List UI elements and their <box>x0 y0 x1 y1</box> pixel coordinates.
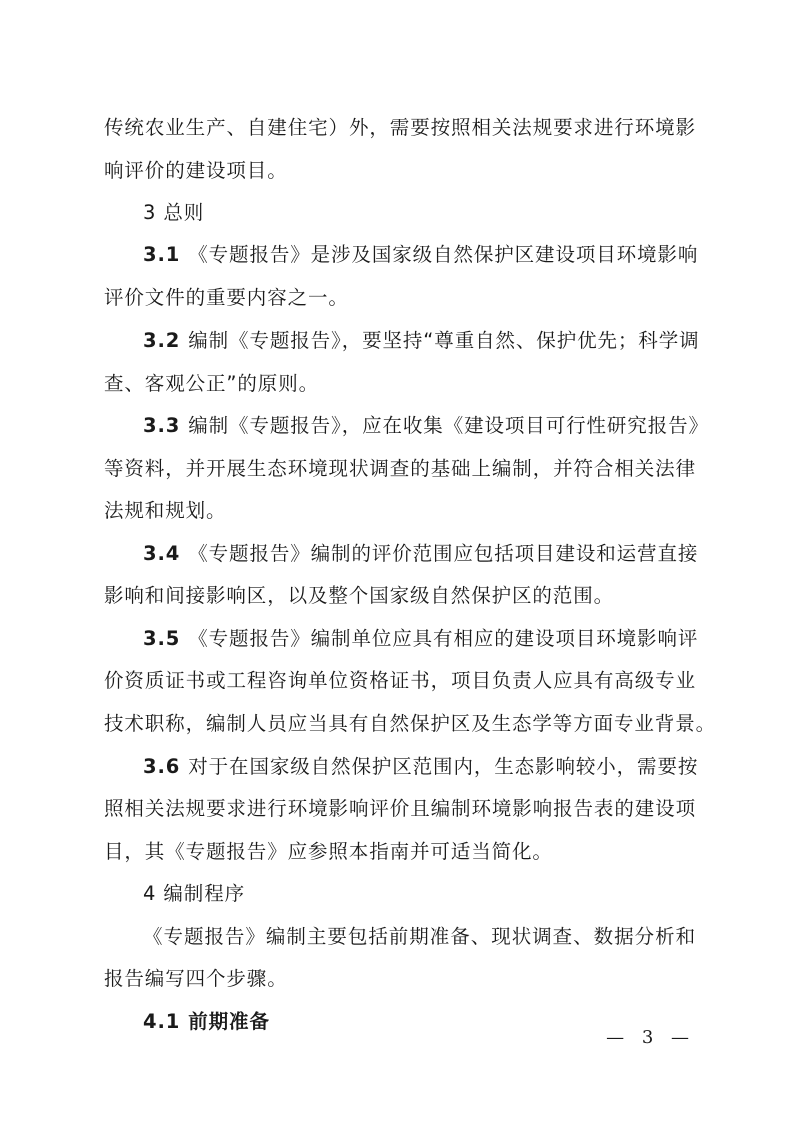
clause-3-5-line-1: 3.5 《专题报告》编制单位应具有相应的建设项目环境影响评 <box>143 627 699 650</box>
section-4-para-line-1: 《专题报告》编制主要包括前期准备、现状调查、数据分析和 <box>143 925 696 948</box>
clause-3-3-line-1: 3.3 编制《专题报告》，应在收集《建设项目可行性研究报告》 <box>143 414 709 437</box>
clause-3-5-line-2: 价资质证书或工程咨询单位资格证书，项目负责人应具有高级专业 <box>104 669 696 692</box>
clause-3-2-line-2: 查、客观公正”的原则。 <box>104 372 320 395</box>
page-number: — 3 — <box>606 1027 695 1048</box>
clause-3-3-line-2: 等资料，并开展生态环境现状调查的基础上编制，并符合相关法律 <box>104 457 696 480</box>
clause-3-6-line-1: 3.6 对于在国家级自然保护区范围内，生态影响较小，需要按 <box>143 755 699 778</box>
clause-number: 4.1 <box>143 1010 181 1033</box>
intro-line-2: 响评价的建设项目。 <box>104 159 288 182</box>
clause-number: 3.1 <box>143 243 181 266</box>
clause-number: 3.2 <box>143 329 181 352</box>
clause-3-1-line-2: 评价文件的重要内容之一。 <box>104 286 349 309</box>
section-4-heading: 4 编制程序 <box>143 882 246 905</box>
section-4-para-line-2: 报告编写四个步骤。 <box>104 967 288 990</box>
clause-number: 3.5 <box>143 627 181 650</box>
clause-3-1-line-1: 3.1 《专题报告》是涉及国家级自然保护区建设项目环境影响 <box>143 243 699 266</box>
subsection-title: 前期准备 <box>188 1010 270 1033</box>
clause-number: 3.6 <box>143 755 181 778</box>
section-3-heading: 3 总则 <box>143 201 205 224</box>
clause-3-2-line-1: 3.2 编制《专题报告》，要坚持“尊重自然、保护优先；科学调 <box>143 329 700 352</box>
clause-3-6-line-3: 目，其《专题报告》应参照本指南并可适当简化。 <box>104 840 553 863</box>
clause-number: 3.3 <box>143 414 181 437</box>
clause-3-3-line-3: 法规和规划。 <box>104 499 227 522</box>
clause-3-4-line-1: 3.4 《专题报告》编制的评价范围应包括项目建设和运营直接 <box>143 542 699 565</box>
clause-3-5-line-3: 技术职称，编制人员应当具有自然保护区及生态学等方面专业背景。 <box>104 712 717 735</box>
clause-3-6-line-2: 照相关法规要求进行环境影响评价且编制环境影响报告表的建设项 <box>104 797 696 820</box>
clause-number: 3.4 <box>143 542 181 565</box>
clause-3-4-line-2: 影响和间接影响区，以及整个国家级自然保护区的范围。 <box>104 584 615 607</box>
intro-line-1: 传统农业生产、自建住宅）外，需要按照相关法规要求进行环境影 <box>104 116 696 139</box>
